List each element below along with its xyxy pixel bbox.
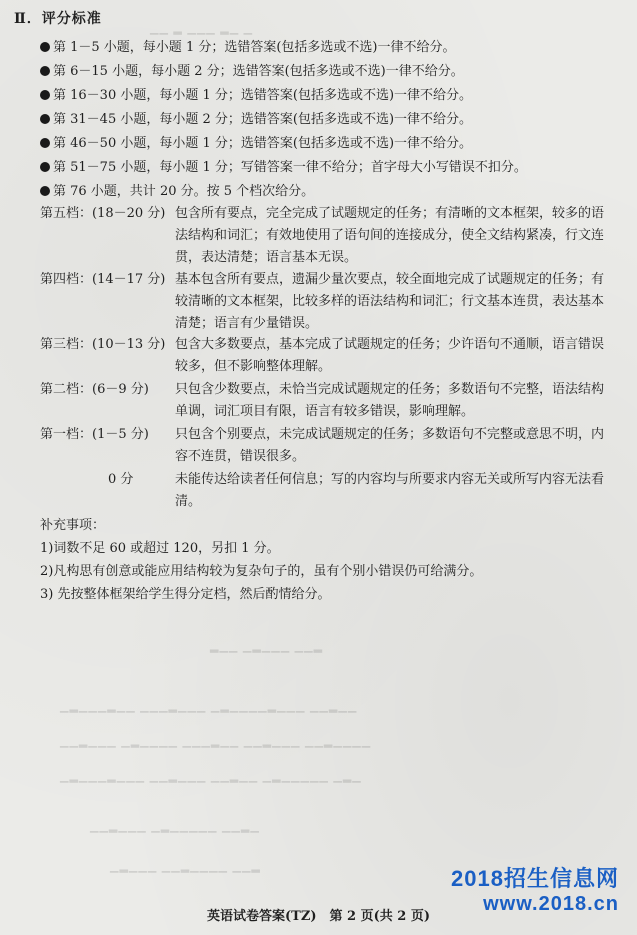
grade-level-4: [40, 269, 610, 335]
bleed-through-texture: ▁▂▁▁▁▂▁▁ ▁▁▁▂▁▁▁ ▁▂▁▁▁▁▂▁▁▁ ▁▁▂▁▁: [60, 700, 358, 713]
grade-description: 只包含少数要点，未恰当完成试题规定的任务；多数语句不完整，语法结构单调，词汇项目有限，语言有较多错误，影响理解。: [175, 382, 605, 419]
grade-description: 包含大多数要点，基本完成了试题规定的任务；少许语句不通顺，语言错误较多，但不影响整体理解。: [175, 337, 605, 374]
grade-level-1: [40, 424, 610, 468]
grade-level-5: [40, 203, 610, 269]
rule-text: 第 31－45 小题，每小题 2 分；选错答案(包括多选或不选)一律不给分。: [53, 112, 473, 127]
grade-level-0: [40, 469, 610, 513]
bullet-icon: [40, 42, 50, 52]
bleed-through-texture: ▁▁▂▁▁▁ ▁▂▁▁▁▁▁ ▁▁▂▁: [90, 820, 260, 833]
rule-item: [40, 184, 314, 200]
rule-item: [40, 160, 527, 176]
rule-text: 第 6－15 小题，每小题 2 分；选错答案(包括多选或不选)一律不给分。: [53, 64, 464, 79]
rule-item: [40, 64, 464, 80]
supplement-item: 3) 先按整体框架给学生得分定档，然后酌情给分。: [40, 587, 331, 602]
grade-label: 第三档：(10－13 分): [40, 337, 166, 352]
grade-description: 基本包含所有要点，遗漏少量次要点，较全面地完成了试题规定的任务；有较清晰的文本框架，比较多样的语法结构和词汇；行文基本连贯，表达基本清楚；语言有少量错误。: [175, 272, 605, 331]
supplement-item: 1)词数不足 60 或超过 120，另扣 1 分。: [40, 541, 280, 556]
rule-item: [40, 112, 472, 128]
grade-label: 第五档：(18－20 分): [40, 206, 166, 221]
page-footer: 英语试卷答案(TZ) 第 2 页(共 2 页): [207, 909, 430, 924]
watermark-url: www.2018.cn: [483, 893, 619, 915]
grade-description: 只包含个别要点，未完成试题规定的任务；多数语句不完整或意思不明，内容不连贯，错误很多。: [175, 427, 605, 464]
grade-description: 未能传达给读者任何信息；写的内容均与所要求内容无关或所写内容无法看清。: [175, 472, 605, 509]
grade-label: 第二档：(6－9 分): [40, 382, 149, 397]
bleed-through-texture: ▁▁ ▂ ▁▁▁ ▂▁ ▁: [150, 22, 254, 35]
bullet-icon: [40, 162, 50, 172]
rule-item: [40, 88, 472, 104]
bullet-icon: [40, 66, 50, 76]
grade-label: 第四档：(14－17 分): [40, 272, 166, 287]
bullet-icon: [40, 138, 50, 148]
bleed-through-texture: ▂▁▁ ▁▂▁▁▁ ▁▁▂: [210, 640, 324, 653]
grade-label: 第一档：(1－5 分): [40, 427, 149, 442]
grade-level-2: [40, 379, 610, 423]
supplement-title: 补充事项：: [40, 518, 106, 533]
rule-text: 第 46－50 小题，每小题 1 分；选错答案(包括多选或不选)一律不给分。: [53, 136, 473, 151]
bleed-through-texture: ▁▁▂▁▁▁ ▁▂▁▁▁▁ ▁▁▁▂▁▁ ▁▁▂▁▁▁ ▁▁▂▁▁▁▁: [60, 735, 372, 748]
bleed-through-texture: ▁▂▁▁▁ ▁▁▂▁▁▁▁ ▁▁▂: [110, 860, 261, 873]
rule-text: 第 76 小题，共计 20 分。按 5 个档次给分。: [53, 184, 315, 199]
bullet-icon: [40, 114, 50, 124]
bleed-through-texture: ▁▂▁▁▁▂▁▁▁ ▁▁▂▁▁▁ ▁▁▂▁▁ ▁▂▁▁▁▁▁ ▁▂▁: [60, 770, 362, 783]
rule-item: [40, 40, 456, 56]
rule-text: 第 1－5 小题，每小题 1 分；选错答案(包括多选或不选)一律不给分。: [53, 40, 456, 55]
grade-description: 包含所有要点，完全完成了试题规定的任务；有清晰的文本框架，较多的语法结构和词汇；有效地使用了语句间的连接成分，使全文结构紧凑，行文连贯，表达清楚；语言基本无误。: [175, 206, 605, 265]
supplement-item: 2)凡构思有创意或能应用结构较为复杂句子的，虽有个别小错误仍可给满分。: [40, 564, 483, 579]
bullet-icon: [40, 186, 50, 196]
grade-label: 0 分: [108, 472, 134, 487]
watermark-site-name: 2018招生信息网: [451, 866, 619, 891]
grade-level-3: [40, 334, 610, 378]
rule-text: 第 16－30 小题，每小题 1 分；选错答案(包括多选或不选)一律不给分。: [53, 88, 473, 103]
bullet-icon: [40, 90, 50, 100]
section-title: Ⅱ．评分标准: [14, 11, 102, 27]
rule-text: 第 51－75 小题，每小题 1 分；写错答案一律不给分；首字母大小写错误不扣分。: [53, 160, 527, 175]
rule-item: [40, 136, 472, 152]
